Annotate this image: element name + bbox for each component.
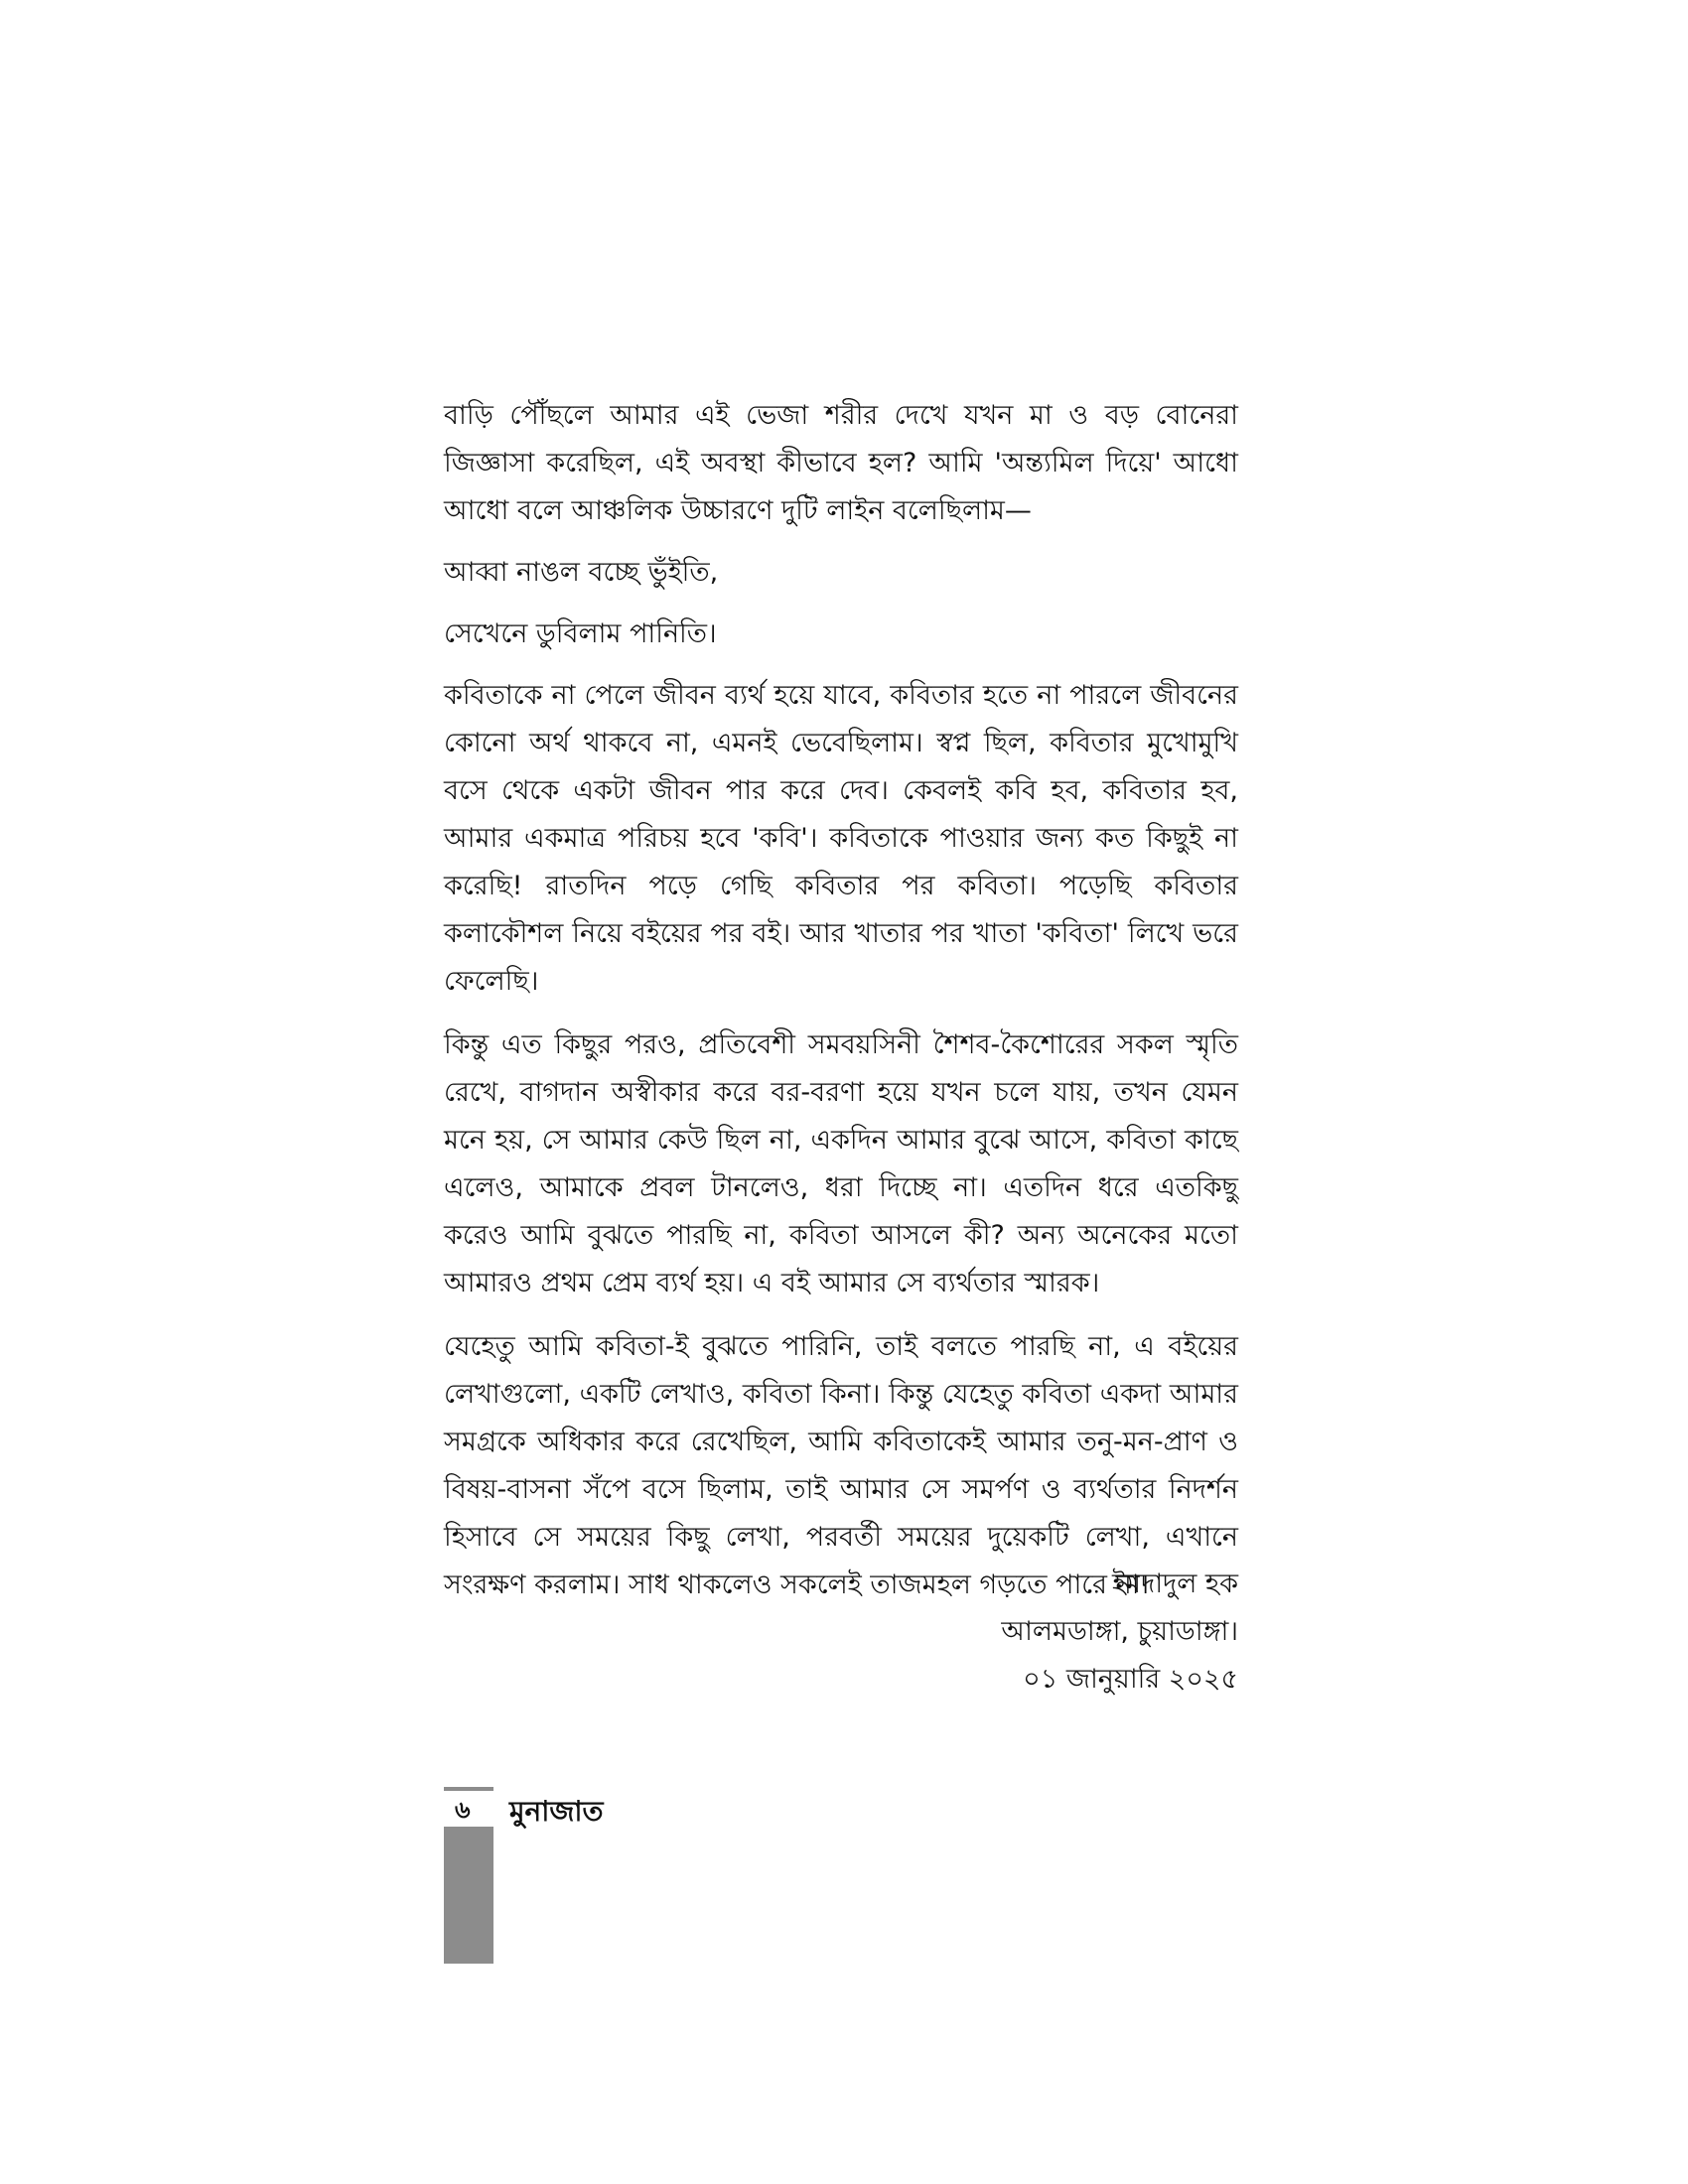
paragraph-3: কিন্তু এত কিছুর পরও, প্রতিবেশী সমবয়সিনী শৈশব-কৈশোরের সকল স্মৃতি রেখে, বাগদান অস্বীকার করে বর-বরণা হয়ে যখন চলে যায়, তখন যেমন মনে হয়, সে আমার কেউ ছিল না, একদিন আমার বুঝে আসে, কবিতা কাছে এলেও, আমাকে প্রবল টানলেও, ধরা দিচ্ছে না। এতদিন ধরে এতকিছু করেও আমি বুঝতে পারছি না, কবিতা আসলে কী? অন্য অনেকের মতো আমারও প্রথম প্রেম ব্যর্থ হয়। এ বই আমার সে ব্যর্থতার স্মারক। <box>444 1029 1238 1298</box>
verse-line-2: সেখেনে ডুবিলাম পানিতি। <box>444 618 717 649</box>
author-date: ০১ জানুয়ারি ২০২৫ <box>1023 1664 1238 1695</box>
author-signature <box>1001 1561 1238 1704</box>
paragraph-4: যেহেতু আমি কবিতা-ই বুঝতে পারিনি, তাই বলতে পারছি না, এ বইয়ের লেখাগুলো, একটি লেখাও, কবিতা কিনা। কিন্তু যেহেতু কবিতা একদা আমার সমগ্রকে অধিকার করে রেখেছিল, আমি কবিতাকেই আমার তনু-মন-প্রাণ ও বিষয়-বাসনা সঁপে বসে ছিলাম, তাই আমার সে সমর্পণ ও ব্যর্থতার নিদর্শন হিসাবে সে সময়ের কিছু লেখা, পরবর্তী সময়ের দুয়েকটি লেখা, এখানে সংরক্ষণ করলাম। সাধ থাকলেও সকলেই তাজমহল গড়তে পারে না। <box>444 1331 1238 1600</box>
author-name: ইমদাদুল হক <box>1111 1569 1238 1599</box>
verse-line-1: আব্বা নাঙল বচ্ছে ভুঁইতি, <box>444 557 719 588</box>
author-place: আলমডাঙ্গা, চুয়াডাঙ্গা। <box>1001 1616 1238 1647</box>
running-book-title: মুনাজাত <box>509 1795 604 1828</box>
paragraph-1: বাড়ি পৌঁছলে আমার এই ভেজা শরীর দেখে যখন মা ও বড় বোনেরা জিজ্ঞাসা করেছিল, এই অবস্থা কীভাবে হল? আমি 'অন্ত্যমিল দিয়ে' আধো আধো বলে আঞ্চলিক উচ্চারণে দুটি লাইন বলেছিলাম— <box>444 400 1238 526</box>
paragraph-2: কবিতাকে না পেলে জীবন ব্যর্থ হয়ে যাবে, কবিতার হতে না পারলে জীবনের কোনো অর্থ থাকবে না, এমনই ভেবেছিলাম। স্বপ্ন ছিল, কবিতার মুখোমুখি বসে থেকে একটা জীবন পার করে দেব। কেবলই কবি হব, কবিতার হব, আমার একমাত্র পরিচয় হবে 'কবি'। কবিতাকে পাওয়ার জন্য কত কিছুই না করেছি! রাতদিন পড়ে গেছি কবিতার পর কবিতা। পড়েছি কবিতার কলাকৌশল নিয়ে বইয়ের পর বই। আর খাতার পর খাতা 'কবিতা' লিখে ভরে ফেলেছি। <box>444 680 1238 997</box>
body-text <box>444 392 1238 1625</box>
page-number: ৬ <box>455 1796 471 1824</box>
